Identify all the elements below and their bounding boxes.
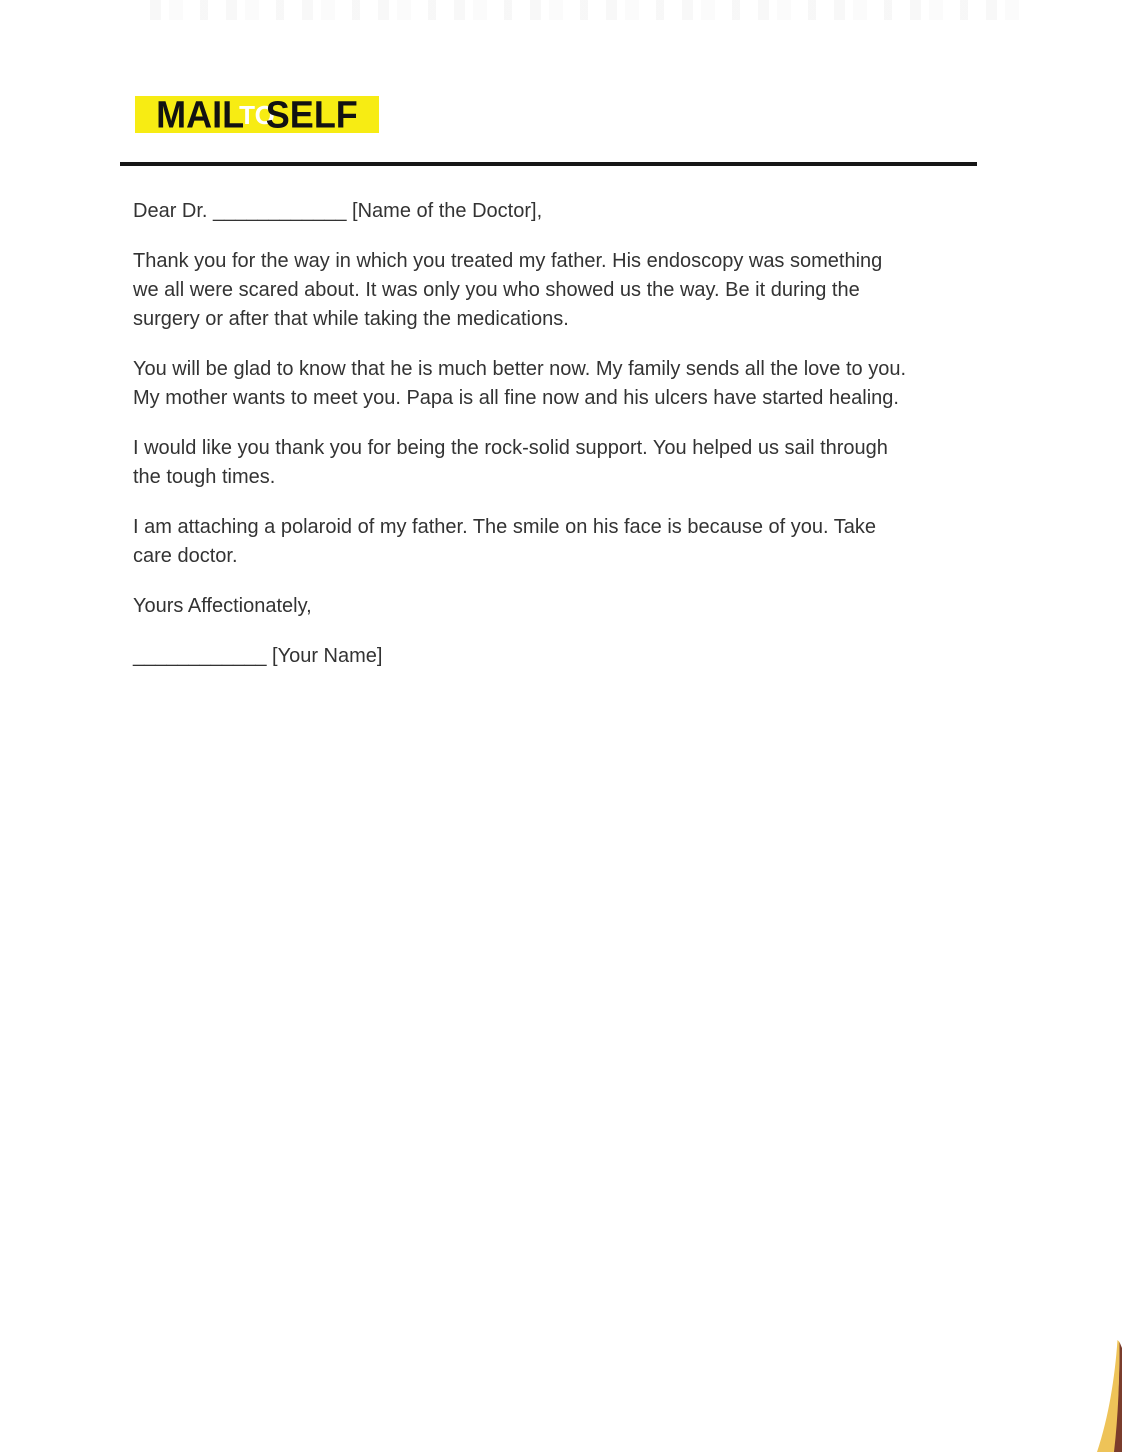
salutation: Dear Dr. ____________ [Name of the Doctor], <box>133 200 543 222</box>
logo-text-self: SELF <box>265 92 358 137</box>
paragraph-3-line-2: the tough times. <box>133 466 276 488</box>
logo-text-mail: MAIL <box>156 92 245 137</box>
paragraph-4-line-2: care doctor. <box>133 545 238 567</box>
header-divider <box>120 162 977 166</box>
closing: Yours Affectionately, <box>133 595 312 617</box>
paragraph-1-line-1: Thank you for the way in which you treated my father. His endoscopy was something <box>133 250 883 272</box>
paragraph-1 <box>133 247 1003 334</box>
paragraph-1-line-3: surgery or after that while taking the medications. <box>133 308 569 330</box>
paragraph-2-line-2: My mother wants to meet you. Papa is all fine now and his ulcers have started healing. <box>133 387 899 409</box>
scan-artifact-strip <box>150 0 1030 20</box>
paragraph-4 <box>133 513 1003 571</box>
logo-text-to: TO <box>239 100 275 130</box>
letter-body <box>133 197 1003 692</box>
paragraph-2 <box>133 355 1003 413</box>
signature-blank: ____________ [Your Name] <box>133 645 383 667</box>
paragraph-4-line-1: I am attaching a polaroid of my father. The smile on his face is because of you. Take <box>133 516 877 538</box>
corner-ribbon-decoration <box>1070 1332 1122 1452</box>
paragraph-3 <box>133 434 1003 492</box>
mailtoself-logo <box>135 92 379 137</box>
paragraph-2-line-1: You will be glad to know that he is much better now. My family sends all the love to you. <box>133 358 907 380</box>
paragraph-3-line-1: I would like you thank you for being the rock-solid support. You helped us sail through <box>133 437 888 459</box>
paragraph-1-line-2: we all were scared about. It was only you who showed us the way. Be it during the <box>133 279 860 301</box>
